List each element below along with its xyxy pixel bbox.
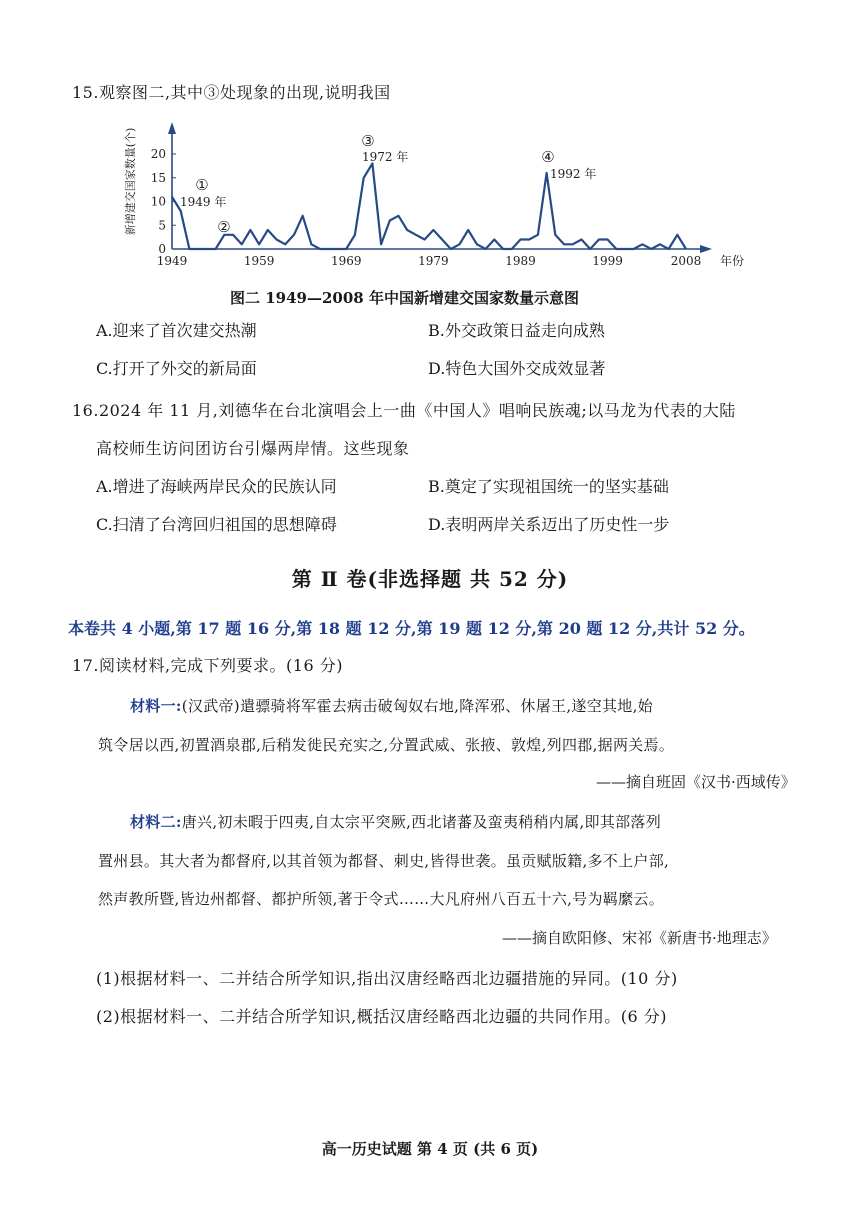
x-tick-label: 1989 xyxy=(505,254,536,268)
y-tick-label: 5 xyxy=(158,218,166,233)
y-tick-label: 20 xyxy=(150,147,166,161)
annotation-label: 1949 年 xyxy=(180,195,227,209)
material-2-source: ——摘自欧阳修、宋祁《新唐书·地理志》 xyxy=(502,929,777,947)
x-tick-label: 1999 xyxy=(592,254,623,268)
x-tick-label: 1969 xyxy=(330,254,362,268)
y-tick-label: 10 xyxy=(150,194,166,209)
material-1-source: ——摘自班固《汉书·西域传》 xyxy=(596,773,796,791)
q15-option-d[interactable]: D.特色大国外交成效显著 xyxy=(428,359,606,378)
q15-option-a[interactable]: A.迎来了首次建交热潮 xyxy=(96,321,257,340)
new-diplomatic-ties-chart xyxy=(120,118,760,288)
section-2-title: 第 Ⅱ 卷(非选择题 共 52 分) xyxy=(291,567,569,591)
annotation-mark: ③ xyxy=(361,132,375,150)
material-2-line3: 然声教所暨,皆边州都督、都护所领,著于令式……大凡府州八百五十六,号为羁縻云。 xyxy=(98,890,665,908)
y-tick-label: 0 xyxy=(158,242,166,256)
material-1-line2: 筑令居以西,初置酒泉郡,后稍发徙民充实之,分置武威、张掖、敦煌,列四郡,据两关焉。 xyxy=(98,736,675,754)
annotation-label: 1972 年 xyxy=(362,150,409,164)
q16-option-a[interactable]: A.增进了海峡两岸民众的民族认同 xyxy=(96,477,337,496)
annotation-mark: ② xyxy=(217,218,231,236)
material-1-text1: (汉武帝)遣骠骑将军霍去病击破匈奴右地,降浑邪、休屠王,遂空其地,始 xyxy=(181,697,653,715)
q16-option-c[interactable]: C.扫清了台湾回归祖国的思想障碍 xyxy=(96,515,337,534)
chart-caption: 图二 1949—2008 年中国新增建交国家数量示意图 xyxy=(230,289,579,307)
q15-option-b[interactable]: B.外交政策日益走向成熟 xyxy=(428,321,605,340)
q17-sub2: (2)根据材料一、二并结合所学知识,概括汉唐经略西北边疆的共同作用。(6 分) xyxy=(96,1007,668,1026)
annotation-mark: ④ xyxy=(541,148,555,166)
material-1-line1 xyxy=(130,695,653,716)
q16-option-d[interactable]: D.表明两岸关系迈出了历史性一步 xyxy=(428,515,670,534)
y-axis-arrow xyxy=(168,122,176,134)
annotation-mark: ① xyxy=(195,176,209,194)
x-tick-label: 2008 xyxy=(670,254,702,268)
material-1-label: 材料一: xyxy=(130,697,182,715)
section-2-note: 本卷共 4 小题,第 17 题 16 分,第 18 题 12 分,第 19 题 12 分,第 20 题 12 分,共计 52 分。 xyxy=(68,619,755,638)
q16-stem-line2: 高校师生访问团访台引爆两岸情。这些现象 xyxy=(96,439,410,458)
material-2-line2: 置州县。其大者为都督府,以其首领为都督、刺史,皆得世袭。虽贡赋版籍,多不上户部, xyxy=(98,852,670,870)
x-axis-arrow xyxy=(700,245,712,253)
x-tick-label: 1949 xyxy=(156,254,188,268)
annotation-label: 1992 年 xyxy=(550,167,597,181)
x-tick-label: 1959 xyxy=(243,254,275,268)
y-tick-label: 15 xyxy=(150,170,166,185)
material-2-label: 材料二: xyxy=(130,813,182,831)
page-footer: 高一历史试题 第 4 页 (共 6 页) xyxy=(321,1140,539,1158)
material-2-text1: 唐兴,初未暇于四夷,自太宗平突厥,西北诸蕃及蛮夷稍稍内属,即其部落列 xyxy=(181,813,662,831)
q15-stem: 15.观察图二,其中③处现象的出现,说明我国 xyxy=(72,83,391,102)
series-line xyxy=(172,164,686,250)
material-2-line1 xyxy=(130,811,661,832)
x-axis-label: 年份 xyxy=(720,254,745,268)
q16-option-b[interactable]: B.奠定了实现祖国统一的坚实基础 xyxy=(428,477,669,496)
q16-stem-line1: 16.2024 年 11 月,刘德华在台北演唱会上一曲《中国人》唱响民族魂;以马龙为代表的大陆 xyxy=(72,401,736,420)
y-axis-label: 新增建交国家数量(个) xyxy=(124,127,137,236)
q17-stem: 17.阅读材料,完成下列要求。(16 分) xyxy=(72,656,343,675)
q15-option-c[interactable]: C.打开了外交的新局面 xyxy=(96,359,257,378)
q17-sub1: (1)根据材料一、二并结合所学知识,指出汉唐经略西北边疆措施的异同。(10 分) xyxy=(96,969,678,988)
x-tick-label: 1979 xyxy=(418,254,449,268)
